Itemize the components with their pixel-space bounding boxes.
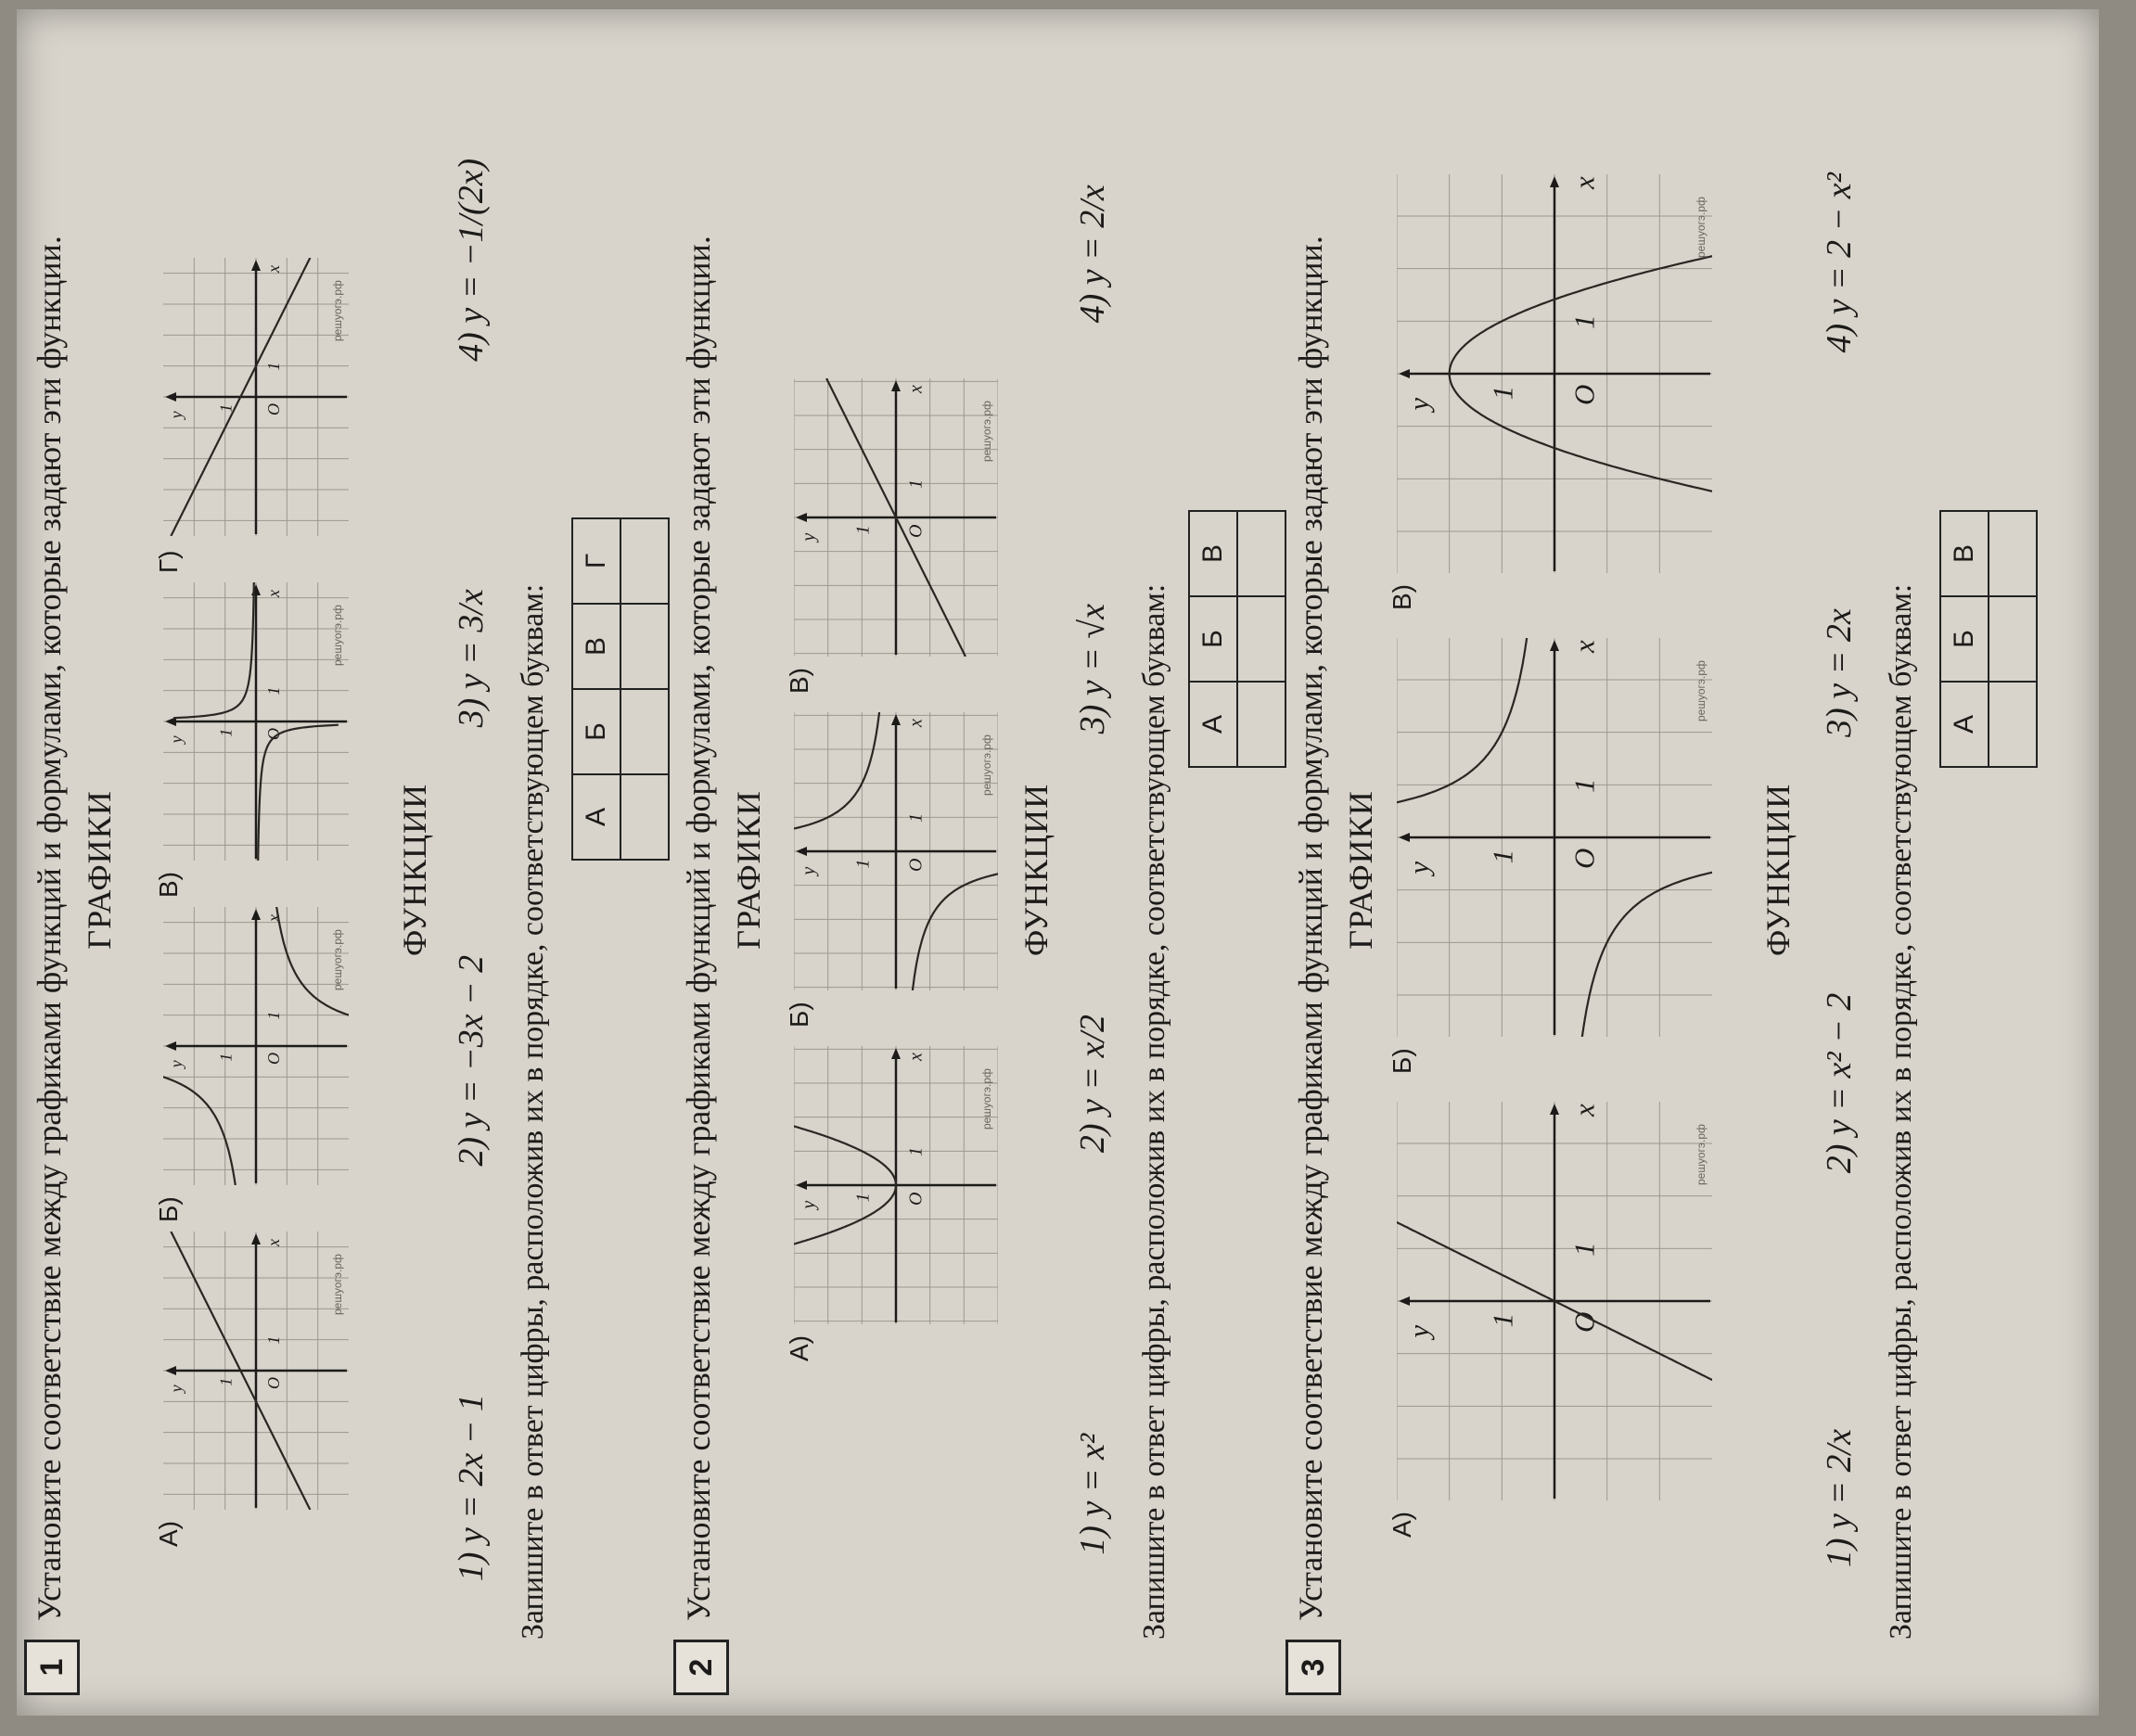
x-unit-label: 1 [264, 1335, 283, 1345]
graph-panel [163, 907, 349, 1185]
functions-heading: ФУНКЦИИ [1017, 783, 1055, 957]
task-number: 3 [1285, 1640, 1341, 1695]
graphs-heading: ГРАФИКИ [730, 790, 767, 950]
y-unit-label: 1 [216, 1053, 236, 1062]
task-number: 2 [673, 1640, 729, 1695]
function-curve [913, 873, 998, 991]
y-axis-label: y [799, 866, 819, 875]
y-unit-label: 1 [216, 403, 236, 413]
x-unit-label: 1 [905, 812, 927, 823]
function-1: 1) y = x² [1073, 1433, 1112, 1555]
y-unit-label: 1 [216, 728, 236, 737]
graph-label: В) [785, 668, 813, 694]
function-curve [258, 725, 339, 861]
coordinate-plane [163, 1232, 349, 1510]
y-axis-label: y [167, 1385, 185, 1393]
y-axis-label: y [167, 411, 185, 419]
functions-list [451, 45, 492, 1695]
y-arrow-icon [796, 847, 807, 856]
answer-letter-b: Б [572, 689, 620, 774]
answer-letter-b: Б [1189, 596, 1237, 682]
x-arrow-icon [251, 1233, 261, 1245]
y-unit-label: 1 [1486, 385, 1519, 401]
origin-label: O [905, 1192, 927, 1206]
coordinate-plane [794, 378, 998, 657]
y-axis-label: y [1402, 397, 1435, 411]
function-2: 2) y = x/2 [1073, 1015, 1112, 1154]
y-axis-label: y [167, 735, 185, 744]
answer-cell-b[interactable] [1989, 596, 2037, 682]
function-curve [163, 1075, 236, 1185]
y-axis-label: y [167, 1060, 185, 1068]
task-2 [673, 45, 1285, 1695]
coordinate-plane [1397, 638, 1712, 1037]
y-unit-label: 1 [1486, 1312, 1519, 1328]
y-arrow-icon [165, 1366, 176, 1375]
x-axis-label: x [264, 590, 283, 597]
answer-table [1939, 510, 2038, 768]
coordinate-plane [794, 712, 998, 990]
origin-label: O [264, 728, 283, 740]
watermark: решуогэ.рф [331, 280, 344, 341]
function-curve [1582, 869, 1712, 1037]
graph-panel [1397, 638, 1712, 1037]
x-arrow-icon [1550, 176, 1559, 187]
task-3 [1285, 45, 2083, 1695]
y-arrow-icon [165, 1041, 176, 1051]
x-arrow-icon [251, 909, 261, 920]
x-unit-label: 1 [1567, 778, 1601, 793]
watermark: решуогэ.рф [980, 734, 993, 796]
y-axis-label: y [799, 1200, 819, 1209]
graph-panel [163, 582, 349, 861]
x-axis-label: x [264, 265, 283, 273]
watermark: решуогэ.рф [331, 605, 344, 666]
answer-cell-v[interactable] [1237, 511, 1285, 596]
y-arrow-icon [1399, 833, 1410, 842]
y-axis-label: y [799, 532, 819, 542]
x-unit-label: 1 [264, 1011, 283, 1020]
graph-label: Б) [154, 1196, 183, 1222]
answer-table [1188, 510, 1286, 768]
function-3: 3) y = 2x [1820, 608, 1859, 737]
answer-letter-a: А [1189, 682, 1237, 767]
graph-panel [1397, 1102, 1712, 1500]
function-2: 2) y = −3x − 2 [452, 954, 491, 1167]
x-axis-label: x [905, 1053, 927, 1061]
graph-panel [163, 258, 349, 536]
y-arrow-icon [165, 392, 176, 402]
answer-cell-a[interactable] [620, 774, 669, 860]
answer-instruction: Запишите в ответ цифры, расположив их в порядке, соответствующем буквам: [516, 583, 550, 1640]
y-arrow-icon [796, 1181, 807, 1190]
answer-cell-v[interactable] [620, 604, 669, 689]
task-statement: Установите соответствие между графиками функций и формулами, которые задают эти функции. [31, 236, 68, 1621]
coordinate-plane [163, 258, 349, 536]
graph-label: А) [785, 1335, 813, 1361]
task-statement: Установите соответствие между графиками функций и формулами, которые задают эти функции. [680, 236, 717, 1621]
y-arrow-icon [1399, 369, 1410, 378]
origin-label: O [264, 1053, 283, 1065]
exam-page [17, 9, 2099, 1716]
origin-label: O [264, 1377, 283, 1389]
x-axis-label: x [905, 719, 927, 727]
x-axis-label: x [264, 914, 283, 922]
x-unit-label: 1 [905, 1146, 927, 1156]
answer-cell-g[interactable] [620, 518, 669, 604]
x-axis-label: x [905, 385, 927, 393]
function-curve [1397, 638, 1527, 806]
graph-panel [794, 712, 998, 990]
origin-label: O [905, 524, 927, 538]
task-statement: Установите соответствие между графиками функций и формулами, которые задают эти функции. [1292, 236, 1329, 1621]
function-2: 2) y = x² − 2 [1820, 992, 1859, 1174]
x-unit-label: 1 [905, 479, 927, 489]
x-unit-label: 1 [264, 362, 283, 371]
watermark: решуогэ.рф [331, 929, 344, 990]
y-unit-label: 1 [1486, 849, 1519, 864]
origin-label: O [264, 403, 283, 415]
graph-label: А) [154, 1521, 183, 1547]
task-number: 1 [24, 1640, 80, 1695]
answer-letter-g: Г [572, 518, 620, 604]
answer-cell-b[interactable] [620, 689, 669, 774]
watermark: решуогэ.рф [980, 401, 993, 462]
graph-panel [1397, 174, 1712, 573]
function-4: 4) y = 2/x [1073, 185, 1112, 324]
function-3: 3) y = 3/x [452, 589, 491, 728]
watermark: решуогэ.рф [1695, 197, 1708, 258]
x-axis-label: x [1567, 640, 1601, 653]
answer-letter-a: А [572, 774, 620, 860]
functions-heading: ФУНКЦИИ [1759, 783, 1797, 957]
x-unit-label: 1 [1567, 1242, 1601, 1257]
function-3: 3) y = √x [1073, 604, 1112, 734]
origin-label: O [1567, 384, 1601, 405]
task-1 [24, 45, 673, 1695]
y-unit-label: 1 [852, 525, 874, 535]
graph-label: В) [1388, 584, 1416, 610]
graph-panel [794, 1046, 998, 1324]
watermark: решуогэ.рф [980, 1068, 993, 1130]
graphs-heading: ГРАФИКИ [1342, 790, 1379, 950]
answer-letter-a: А [1940, 682, 1989, 767]
y-unit-label: 1 [852, 859, 874, 869]
answer-table [571, 517, 670, 861]
x-unit-label: 1 [1567, 314, 1601, 329]
functions-heading: ФУНКЦИИ [396, 783, 433, 957]
coordinate-plane [794, 1046, 998, 1324]
function-1: 1) y = 2/x [1820, 1429, 1859, 1568]
origin-label: O [1567, 1311, 1601, 1333]
function-curve [794, 712, 879, 831]
function-curve [173, 582, 254, 718]
y-arrow-icon [796, 513, 807, 522]
coordinate-plane [163, 582, 349, 861]
function-1: 1) y = 2x − 1 [452, 1394, 491, 1582]
graph-panel [794, 378, 998, 657]
functions-list [1819, 45, 1860, 1695]
x-axis-label: x [264, 1239, 283, 1246]
watermark: решуогэ.рф [331, 1254, 344, 1315]
functions-list [1072, 45, 1113, 1695]
y-unit-label: 1 [852, 1193, 874, 1203]
answer-instruction: Запишите в ответ цифры, расположив их в порядке, соответствующем буквам: [1137, 583, 1171, 1640]
graph-label: А) [1388, 1512, 1416, 1538]
x-arrow-icon [1550, 1104, 1559, 1115]
function-4: 4) y = −1/(2x) [452, 158, 491, 362]
coordinate-plane [163, 907, 349, 1185]
function-4: 4) y = 2 − x² [1820, 172, 1859, 353]
graph-label: Б) [1388, 1048, 1416, 1074]
graph-label: Г) [154, 550, 183, 573]
y-arrow-icon [1399, 1296, 1410, 1306]
answer-letter-v: В [1940, 511, 1989, 596]
answer-cell-v[interactable] [1989, 511, 2037, 596]
coordinate-plane [1397, 1102, 1712, 1500]
x-arrow-icon [1550, 640, 1559, 651]
graph-label: Б) [785, 1002, 813, 1028]
y-axis-label: y [1402, 861, 1435, 874]
watermark: решуогэ.рф [1695, 1124, 1708, 1185]
x-axis-label: x [1567, 1104, 1601, 1117]
answer-letter-b: Б [1940, 596, 1989, 682]
x-arrow-icon [251, 260, 261, 271]
x-axis-label: x [1567, 176, 1601, 189]
graph-label: В) [154, 872, 183, 898]
y-unit-label: 1 [216, 1377, 236, 1386]
x-unit-label: 1 [264, 686, 283, 696]
origin-label: O [905, 858, 927, 872]
answer-cell-a[interactable] [1989, 682, 2037, 767]
answer-instruction: Запишите в ответ цифры, расположив их в порядке, соответствующем буквам: [1884, 583, 1918, 1640]
graph-panel [163, 1232, 349, 1510]
answer-letter-v: В [572, 604, 620, 689]
rotated-sheet [24, 7, 2083, 1732]
graphs-heading: ГРАФИКИ [81, 790, 118, 950]
answer-cell-b[interactable] [1237, 596, 1285, 682]
answer-cell-a[interactable] [1237, 682, 1285, 767]
y-axis-label: y [1402, 1324, 1435, 1338]
watermark: решуогэ.рф [1695, 660, 1708, 721]
origin-label: O [1567, 848, 1601, 869]
answer-letter-v: В [1189, 511, 1237, 596]
coordinate-plane [1397, 174, 1712, 573]
